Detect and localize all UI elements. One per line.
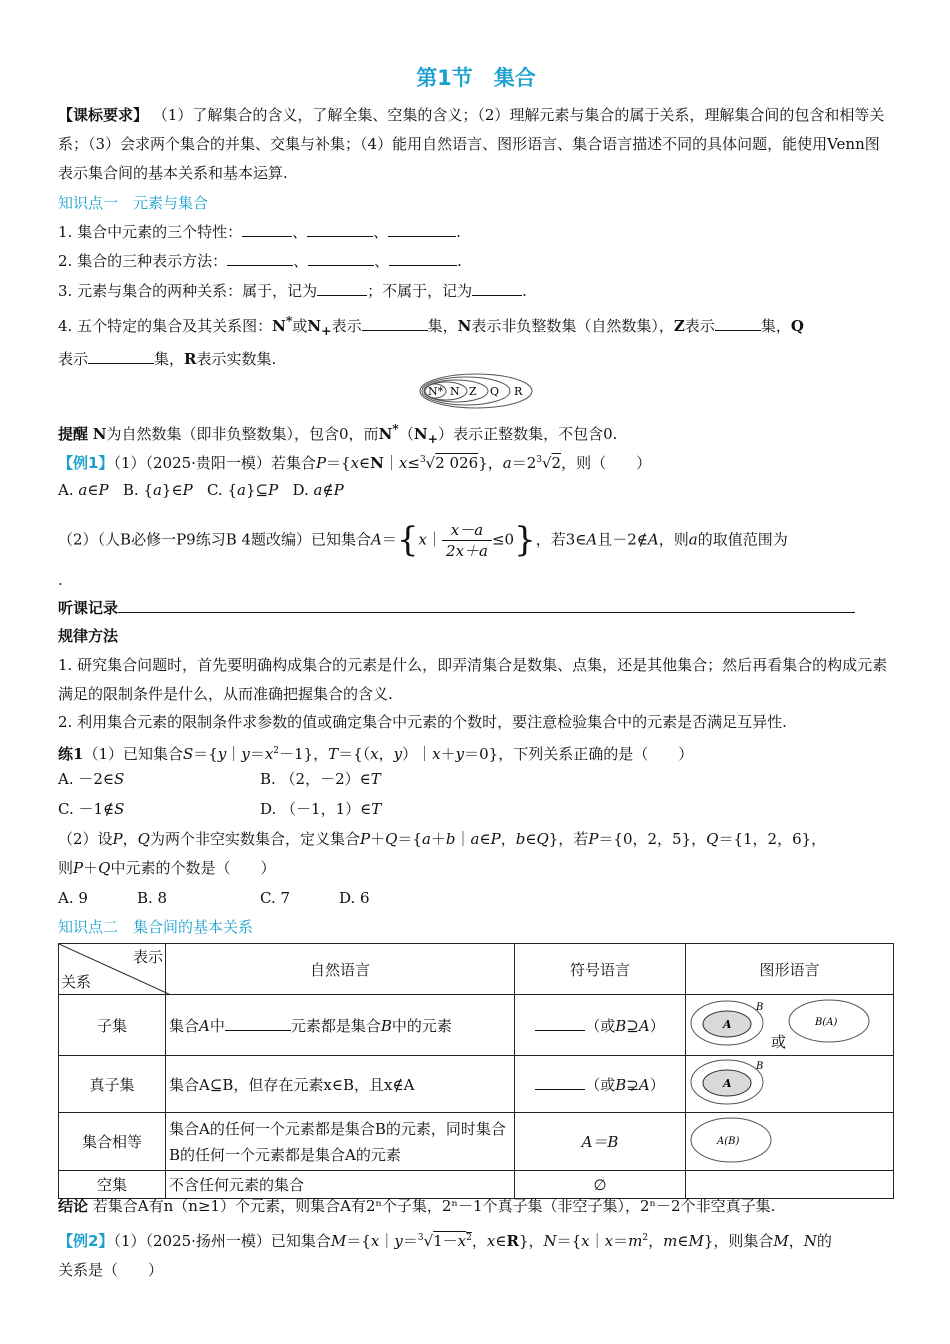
equal-symbol: A＝B xyxy=(515,1113,686,1171)
option-c-label: C. xyxy=(206,481,223,499)
subset-venn-diagrams xyxy=(689,995,885,1051)
set-n-star: N* xyxy=(272,313,293,335)
blank xyxy=(535,1015,585,1031)
example-2-text-d: 关系是（ ） xyxy=(58,1261,164,1279)
practice-1-part-2-text-a: （2）设 xyxy=(58,830,113,848)
practice-option-d: D. （－1，1）∈ xyxy=(260,800,372,818)
header-relation-label: 关系 xyxy=(61,973,92,991)
intro-label: 【课标要求】 xyxy=(58,106,149,124)
set-q: Q xyxy=(790,317,804,335)
tip-label: 提醒 xyxy=(58,425,89,443)
subset-natural-d: 中的元素 xyxy=(391,1016,452,1035)
curriculum-requirements xyxy=(58,101,888,188)
example-1-options: A. a∈P B. {a}∈P C. {a}⊆P D. a∉P xyxy=(58,481,344,499)
header-symbol-language: 符号语言 xyxy=(515,944,686,995)
blank xyxy=(225,1015,291,1031)
table-header-row xyxy=(59,944,894,995)
svg-text:B(A): B(A) xyxy=(815,1017,838,1028)
kp1-q4-rep2: 表示 xyxy=(684,317,715,335)
practice-2-option-d: D. 6 xyxy=(339,889,370,907)
practice-option-b: B. （2，－2）∈ xyxy=(260,770,371,788)
example-2-text-b: ，则集合 xyxy=(713,1232,774,1250)
set-r: R xyxy=(184,350,197,368)
blank xyxy=(242,221,292,237)
proper-subset-graphic xyxy=(686,1056,894,1113)
method-2: 2. 利用集合元素的限制条件求参数的值或确定集合中元素的个数时，要注意检验集合中的元素是否满足互异性. xyxy=(58,713,787,731)
set-n-star: N* xyxy=(378,421,399,443)
svg-text:B: B xyxy=(756,1061,764,1072)
practice-2-option-a: A. 9 xyxy=(58,889,88,907)
page-title: 第1节 集合 xyxy=(416,66,536,90)
practice-1-part-2-text-c: ，若 xyxy=(558,830,589,848)
svg-text:A: A xyxy=(723,1018,732,1031)
relation-proper-subset: 真子集 xyxy=(59,1056,166,1113)
kp1-q4-rep: 表示 xyxy=(331,317,362,335)
example-1-part-2-text-c: 且－2∉ xyxy=(597,530,648,549)
practice-2-option-b: B. 8 xyxy=(137,889,168,907)
tip-text-2: 表示正整数集，不包含0. xyxy=(453,425,618,443)
subset-graphic xyxy=(686,995,894,1056)
method-heading: 规律方法 xyxy=(58,627,119,645)
example-1-part-2-text-e: 的取值范围为 xyxy=(697,530,788,549)
practice-option-a: A. －2∈ xyxy=(58,770,115,788)
option-d-label: D. xyxy=(292,481,309,499)
svg-text:A(B): A(B) xyxy=(717,1135,740,1147)
relation-empty: 空集 xyxy=(59,1171,166,1199)
or-label: 或 xyxy=(771,1033,787,1051)
practice-1-options-cd: C. －1∉S D. （－1，1）∈T xyxy=(58,800,382,818)
proper-subset-symbol-text: （或 xyxy=(585,1075,616,1094)
set-n-plus: $N_+$ xyxy=(413,425,439,446)
header-graphic-language: 图形语言 xyxy=(686,944,894,995)
venn-label-n: N xyxy=(450,385,460,398)
blank xyxy=(389,250,457,266)
table-row-subset xyxy=(59,995,894,1056)
practice-1-part-2-text-e: 中元素的个数是（ ） xyxy=(110,859,276,877)
header-natural-language: 自然语言 xyxy=(166,944,515,995)
practice-1-part-2-text-d: 则 xyxy=(58,859,74,877)
svg-text:B: B xyxy=(756,1002,764,1013)
example-2: 【例2】（1）（2025·扬州一模）已知集合$M=\{x|y=^3√1-x^2$，x∈R}，$N=\{x|x=m^2$，m∈M}，则集合M，N的 关系是（ ） xyxy=(58,1232,832,1279)
option-a-label: A. xyxy=(58,481,74,499)
equal-graphic xyxy=(686,1113,894,1171)
kp1-q2-text: 2. 集合的三种表示方法： xyxy=(58,252,228,270)
subset-natural: 集合A中 元素都是集合B中的元素 xyxy=(166,995,515,1056)
conclusion-text: 若集合A有n（n≥1）个元素，则集合A有2ⁿ个子集，2ⁿ－1个真子集（非空子集），2ⁿ－2个非空真子集. xyxy=(92,1197,776,1215)
example-2-text-c: 的 xyxy=(816,1232,832,1250)
table-corner-cell xyxy=(59,944,166,995)
kp1-q4-or: 或 xyxy=(292,317,308,335)
tip-text-1: 为自然数集（即非负整数集），包含0，而 xyxy=(106,425,379,443)
blank xyxy=(88,348,154,364)
set-n: N xyxy=(457,317,472,335)
example-1-part-2-text: （2）（人B必修一P9练习B 4题改编）已知集合 xyxy=(58,530,372,549)
tip: 提醒 N为自然数集（即非负整数集），包含0，而$N^*(N_+)$表示正整数集，不包含0. xyxy=(58,421,618,446)
table-row-equal xyxy=(59,1113,894,1171)
example-1-text-b: 则（ ） xyxy=(576,454,652,472)
kp1-q4-rep3: 表示 xyxy=(58,350,89,368)
table-row-proper-subset xyxy=(59,1056,894,1113)
subset-natural-c: 元素都是集合 xyxy=(290,1016,381,1035)
practice-2-option-c: C. 7 xyxy=(260,889,291,907)
kp1-q3-text-a: 3. 元素与集合的两种关系：属于，记为 xyxy=(58,282,318,300)
venn-label-r: R xyxy=(514,385,523,398)
notes-line xyxy=(58,594,888,623)
blank xyxy=(715,315,761,331)
example-1-text: （1）（2025·贵阳一模）若集合 xyxy=(113,454,316,472)
blank xyxy=(227,250,293,266)
practice-1-options-ab: A. －2∈S B. （2，－2）∈T xyxy=(58,770,381,788)
conclusion xyxy=(58,1192,888,1221)
practice-1-text: （1）已知集合 xyxy=(83,745,183,763)
example-1-part-1: 【例1】（1）（2025·贵阳一模）若集合P＝{x∈N｜x≤$^3$√2 026}，$a=2^3√2$，则（ ） xyxy=(58,454,652,472)
blank xyxy=(317,280,367,296)
option-b-label: B. xyxy=(122,481,139,499)
example-1-label: 【例1】 xyxy=(58,454,114,472)
blank xyxy=(472,280,522,296)
practice-1-part-1: 练1（1）已知集合$S=\{y|y=x^2-1\}$，T＝{（x，y）｜x＋y＝0}，下列关系正确的是（ ） xyxy=(58,745,694,763)
kp1-q4-set: 集， xyxy=(427,317,458,335)
kp1-q1-text: 1. 集合中元素的三个特性： xyxy=(58,223,243,241)
blank xyxy=(307,221,373,237)
subset-natural-b: 中 xyxy=(209,1016,225,1035)
example-2-label: 【例2】 xyxy=(58,1232,114,1250)
practice-1-label: 练1 xyxy=(58,745,84,763)
relation-equal: 集合相等 xyxy=(59,1113,166,1171)
blank xyxy=(535,1074,585,1090)
venn-label-nstar: N* xyxy=(428,385,444,398)
practice-1-part-2: （2）设P，Q为两个非空实数集合，定义集合P＋Q＝{a＋b｜a∈P，b∈Q}，若P＝{0，2，5}，Q＝{1，2，6}， 则P＋Q中元素的个数是（ ） xyxy=(58,830,827,877)
relation-subset: 子集 xyxy=(59,995,166,1056)
subset-symbol: （或B⊇A） xyxy=(515,995,686,1056)
blank xyxy=(388,221,456,237)
equal-venn-diagram xyxy=(689,1114,885,1166)
kp1-q2: 2. 集合的三种表示方法： 、 、 . xyxy=(58,252,462,270)
notes-blank xyxy=(118,597,855,613)
kp1-q1: 1. 集合中元素的三个特性： 、 、 . xyxy=(58,223,461,241)
kp1-q4-n-desc: 表示非负整数集（自然数集）， xyxy=(471,317,674,335)
kp1-q4-r-desc: 表示实数集. xyxy=(196,350,277,368)
proper-subset-venn-diagram xyxy=(689,1056,885,1108)
practice-1-text-b: ，下列关系正确的是（ ） xyxy=(498,745,694,763)
kp1-q3-text-b: ；不属于，记为 xyxy=(367,282,473,300)
subset-natural-a: 集合 xyxy=(169,1016,200,1035)
empty-symbol: ∅ xyxy=(515,1171,686,1199)
conclusion-label: 结论 xyxy=(58,1197,89,1215)
kp1-q4-set2: 集， xyxy=(760,317,791,335)
subset-symbol-text: （或 xyxy=(585,1016,616,1035)
example-1-part-2: （2）（人B必修一P9练习B 4题改编）已知集合A＝{x｜ $\frac{x-a}{2x+a}$ ≤0}，若3∈A且－2∉A，则a的取值范围为 xyxy=(58,520,788,560)
blank xyxy=(362,315,428,331)
kp1-q4-set3: 集， xyxy=(154,350,185,368)
set-n-plus: $N_+$ xyxy=(307,317,332,338)
venn-label-q: Q xyxy=(490,385,500,398)
example-1-answer-dot: . xyxy=(58,571,63,589)
example-2-text: （1）（2025·扬州一模）已知集合 xyxy=(113,1232,331,1250)
set-n: N xyxy=(92,425,107,443)
venn-label-z: Z xyxy=(469,385,477,398)
svg-text:A: A xyxy=(723,1077,732,1090)
method-1: 1. 研究集合问题时，首先要明确构成集合的元素是什么，即弄清集合是数集、点集，还是其他集合；然后再看集合的构成元素满足的限制条件是什么，从而准确把握集合的含义. xyxy=(58,656,888,703)
notes-label: 听课记录 xyxy=(58,599,119,617)
kp2-heading: 知识点二 集合间的基本关系 xyxy=(58,918,254,936)
practice-1-part-2-text-b: 为两个非空实数集合，定义集合 xyxy=(149,830,360,848)
intro-text: （1）了解集合的含义，了解全集、空集的含义；（2）理解元素与集合的属于关系，理解集合间的包含和相等关系；（3）会求两个集合的并集、交集与补集；（4）能用自然语言、图形语言、集合语言描述不同的具体问题，能使用Venn图表示集合间的基本关系和基本运算. xyxy=(58,106,885,182)
set-z: Z xyxy=(673,317,685,335)
practice-option-c: C. －1∉ xyxy=(58,800,115,818)
number-sets-venn-diagram xyxy=(418,371,538,411)
example-1-part-2-text-d: ，则 xyxy=(658,530,689,549)
example-1-part-2-text-b: ，若3∈ xyxy=(535,530,587,549)
kp1-q4 xyxy=(58,306,888,374)
kp1-heading: 知识点一 元素与集合 xyxy=(58,194,209,212)
empty-natural: 不含任何元素的集合 xyxy=(166,1171,515,1199)
kp1-q3: 3. 元素与集合的两种关系：属于，记为 ；不属于，记为 . xyxy=(58,282,527,300)
blank xyxy=(308,250,374,266)
equal-natural: 集合A的任何一个元素都是集合B的元素，同时集合B的任何一个元素都是集合A的元素 xyxy=(166,1113,515,1171)
proper-subset-symbol: （或B⊋A） xyxy=(515,1056,686,1113)
math-expr: P xyxy=(315,454,327,472)
kp1-q4-text: 4. 五个特定的集合及其关系图： xyxy=(58,317,273,335)
header-show-label: 表示 xyxy=(132,948,163,966)
set-relations-table xyxy=(58,943,894,1199)
proper-subset-natural: 集合A⊆B，但存在元素x∈B，且x∉A xyxy=(166,1056,515,1113)
